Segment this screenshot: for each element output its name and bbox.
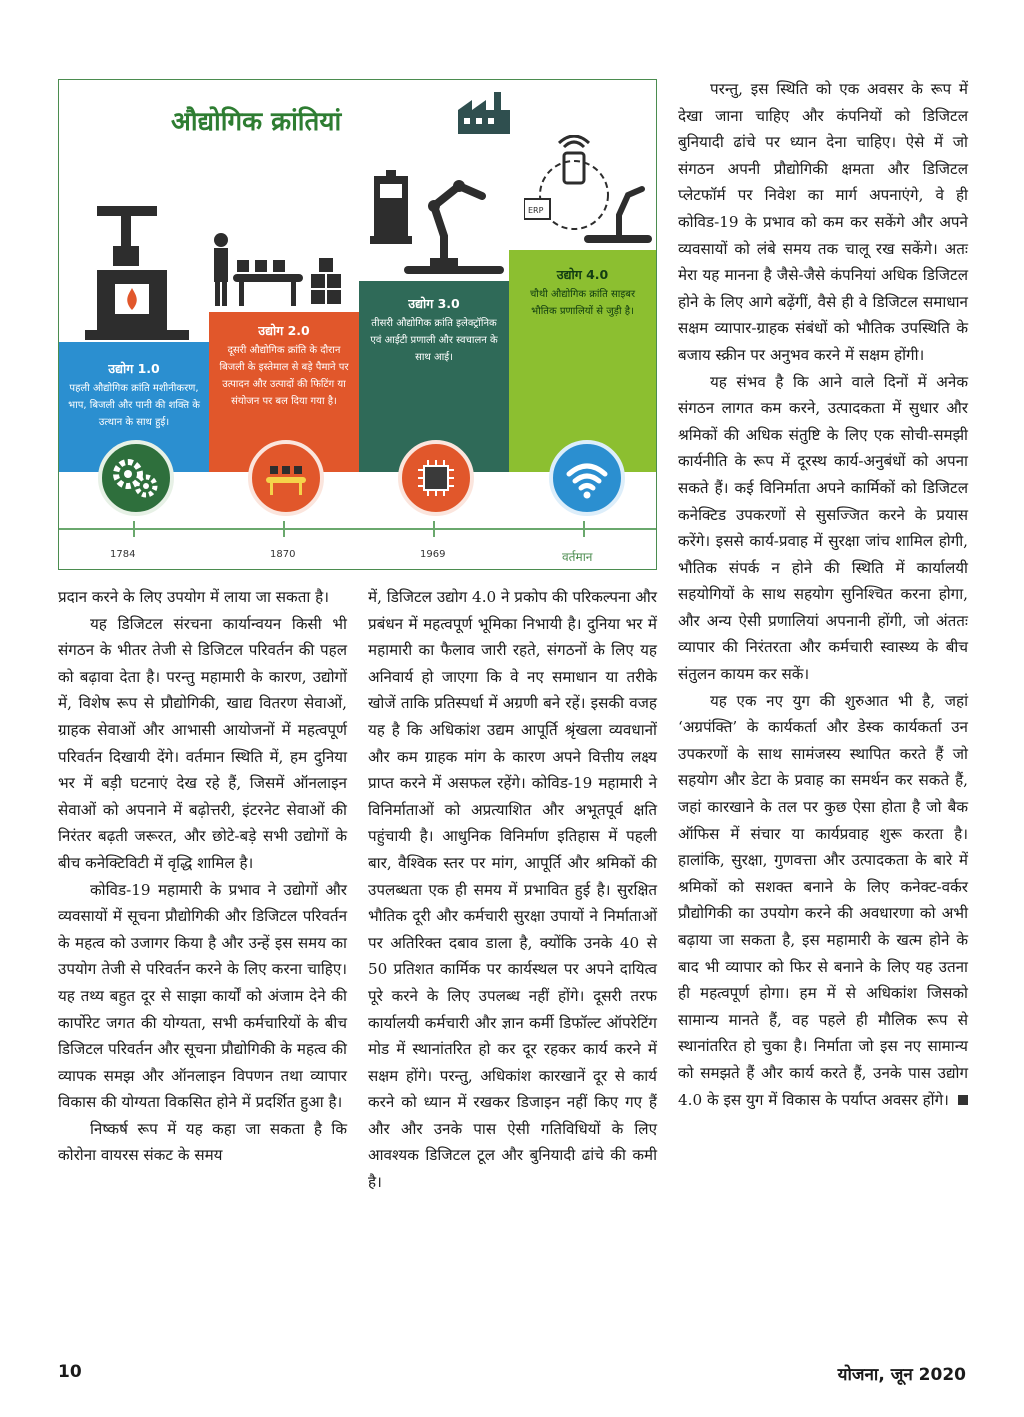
infographic-title: औद्योगिक क्रांतियां [171, 107, 342, 137]
industry-4-0-title: उद्योग 4.0 [556, 267, 609, 282]
paragraph: कोविड-19 महामारी के प्रभाव ने उद्योगों और व्यवसायों में सूचना प्रौद्योगिकी और डिजिटल परिवर्तन के महत्व को उजागर किया है और उन्हें इस समय का उपयोग तेजी से परिवर्तन करने के लिए करना चाहिए। यह तथ्य बहुत दूर से साझा कार्यों को अंजाम देने की कार्पोरेट जगत की योग्यता, सभी कर्मचारियों के बीच डिजिटल परिवर्तन और सूचना प्रौद्योगिकी के महत्व की व्यापक समझ और ऑनलाइन विपणन तथा व्यापार विकास की योग्यता विकसित होने में प्रदर्शित हुआ है। [58, 880, 347, 1112]
paragraph: यह संभव है कि आने वाले दिनों में अनेक संगठन लागत कम करने, उत्पादकता में सुधार और श्रमिकों की अधिक संतुष्टि के लिए एक सोची-समझी कार्यनीति के रूप में दूरस्थ कार्य-अनुबंधों को अपना सकते हैं। कई विनिर्माता अपने कार्मिकों को डिजिटल कनेक्टिड उपकरणों से सुसज्जित करने के प्रयास करेंगे। इससे कार्य-प्रवाह में सुरक्षा जांच शामिल होगी, भौतिक संपर्क न होने की स्थिति में कार्यालयी सहयोगियों के साथ सहयोग सुनिश्चित करना होगा, और अन्य ऐसी प्रणालियां अपनानी होंगी, जो अंततः व्यापार की निरंतरता और कर्मचारी स्वास्थ्य के बीच संतुलन कायम कर सकें। [678, 372, 968, 684]
timeline-tick [283, 521, 285, 537]
paragraph: परन्तु, इस स्थिति को एक अवसर के रूप में देखा जाना चाहिए और कंपनियों को डिजिटल बुनियादी ढांचे पर ध्यान देना चाहिए। ऐसे में जो संगठन अपनी प्रौद्योगिकी क्षमता और डिजिटल प्लेटफॉर्म पर निवेश का मार्ग अपनाएंगे, वे ही कोविड-19 के प्रभाव को कम कर सकेंगे और अपने व्यवसायों को लंबे समय तक चालू रख सकेंगे। अतः मेरा यह मानना है जैसे-जैसे कंपनियां अधिक डिजिटल होने के लिए आगे बढ़ेंगीं, वैसे ही वे डिजिटल समाधान सक्षम व्यापार-ग्राहक संबंधों को भौतिक उपस्थिति के बजाय स्क्रीन पर अनुभव करने में सक्षम होंगी। [678, 80, 968, 364]
timeline-axis [59, 528, 656, 530]
article-column-3 [678, 76, 968, 1113]
steam-engine-icon [77, 200, 197, 342]
erp-label: ERP [528, 206, 544, 215]
paragraph: निष्कर्ष रूप में यह कहा जा सकता है कि कोरोना वायरस संकट के समय [58, 1119, 347, 1165]
cyber-physical-systems-icon [524, 135, 654, 250]
timeline-year-present: वर्तमान [562, 550, 593, 564]
article-column-2 [368, 584, 657, 1196]
paragraph: यह एक नए युग की शुरुआत भी है, जहां ‘अग्रपंक्ति’ के कार्यकर्ता और डेस्क कार्यकर्ता उन उपकरणों के साथ सामंजस्य स्थापित करते हैं जो सहयोग और डेटा के प्रवाह का समर्थन कर सकते हैं, जहां कारखाने के तल पर कुछ ऐसा होता है जो बैक ऑफिस में संचार या कार्यप्रवाह शुरू करता है। हालांकि, सुरक्षा, गुणवत्ता और उत्पादकता के बारे में श्रमिकों को सशक्त बनाने के लिए कनेक्ट-वर्कर प्रौद्योगिकी का उपयोग करने की अवधारणा को अभी बढ़ाया जा सकता है, इस महामारी के खत्म होने के बाद भी व्यापार को फिर से बनाने के लिए यह उतना ही महत्वपूर्ण होगा। हम में से अधिकांश जिसको सामान्य मानते हैं, वह पहले ही मौलिक रूप से स्थानांतरित हो चुका है। निर्माता जो इस नए सामान्य को समझते हैं और कार्य करते हैं, उनके पास उद्योग 4.0 के इस युग में विकास के पर्याप्त अवसर होंगे। [678, 691, 968, 1109]
conveyor-worker-icon [209, 230, 359, 312]
factory-icon [454, 88, 514, 138]
magazine-issue: योजना, जून 2020 [837, 1365, 966, 1385]
industry-3-0-description: तीसरी औद्योगिक क्रांति इलेक्ट्रॉनिक एवं आईटी प्रणाली और स्वचालन के साथ आई। [370, 318, 498, 363]
industrial-revolutions-infographic [58, 79, 657, 570]
timeline-tick [433, 521, 435, 537]
industry-2-0-description: दूसरी औद्योगिक क्रांति के दौरान बिजली के इस्तेमाल से बड़े पैमाने पर उत्पादन और उत्पादों की फिटिंग या संयोजन पर बल दिया गया है। [219, 345, 349, 407]
timeline-tick [583, 521, 585, 537]
article-column-1 [58, 584, 347, 1169]
conveyor-belt-icon [248, 440, 324, 516]
industry-3-0-title: उद्योग 3.0 [408, 296, 460, 311]
timeline-year-1870: 1870 [270, 549, 296, 560]
industry-4-0-card [509, 250, 656, 472]
industry-1-0-title: उद्योग 1.0 [108, 361, 160, 376]
end-of-article-mark [958, 1095, 968, 1105]
wifi-icon [549, 440, 625, 516]
page-number: 10 [58, 1362, 82, 1382]
industry-4-0-description: चौथी औद्योगिक क्रांति साइबर भौतिक प्रणालियों से जुड़ी है। [529, 289, 636, 317]
robot-arm-icon [364, 166, 509, 281]
gears-icon [98, 440, 174, 516]
paragraph: में, डिजिटल उद्योग 4.0 ने प्रकोप की परिकल्पना और प्रबंधन में महत्वपूर्ण भूमिका निभायी है। दुनिया भर में महामारी का फैलाव जारी रहते, संगठनों के लिए यह अनिवार्य हो जाएगा कि वे नए समाधान या तरीके खोजें ताकि प्रतिस्पर्धा में अग्रणी बने रहें। इसकी वजह यह है कि अधिकांश उद्यम आपूर्ति श्रृंखला व्यवधानों और कम ग्राहक मांग के कारण अपने वित्तीय लक्ष्य प्राप्त करने में असफल रहेंगे। कोविड-19 महामारी ने विनिर्माताओं को अप्रत्याशित और अभूतपूर्व क्षति पहुंचायी है। आधुनिक विनिर्माण इतिहास में पहली बार, वैश्विक स्तर पर मांग, आपूर्ति और श्रमिकों की उपलब्धता एक ही समय में प्रभावित हुई है। सुरक्षित भौतिक दूरी और कर्मचारी सुरक्षा उपायों ने निर्माताओं पर अतिरिक्त दबाव डाला है, क्योंकि उनके 40 से 50 प्रतिशत कार्मिक पर कार्यस्थल पर अपने दायित्व पूरे करने के लिए उपलब्ध नहीं होंगे। दूसरी तरफ कार्यालयी कर्मचारी और ज्ञान कर्मी डिफॉल्ट ऑपरेटिंग मोड में स्थानांतरित हो कर दूर रहकर कार्य करने में सक्षम होंगे। परन्तु, अधिकांश कारखानें दूर से कार्य करने को ध्यान में रखकर डिजाइन नहीं किए गए हैं और और उनके पास ऐसी गतिविधियों के लिए आवश्यक डिजिटल टूल और बुनियादी ढांचे की कमी है। [368, 588, 657, 1192]
paragraph: प्रदान करने के लिए उपयोग में लाया जा सकता है। [58, 588, 329, 606]
microchip-icon [398, 440, 474, 516]
industry-2-0-title: उद्योग 2.0 [258, 323, 310, 338]
industry-1-0-description: पहली औद्योगिक क्रांति मशीनीकरण, भाप, बिजली और पानी की शक्ति के उत्थान के साथ हुई। [68, 383, 200, 428]
timeline-year-1784: 1784 [110, 549, 136, 560]
timeline-year-1969: 1969 [420, 549, 446, 560]
timeline-tick [133, 521, 135, 537]
paragraph: यह डिजिटल संरचना कार्यान्वयन किसी भी संगठन के भीतर तेजी से डिजिटल परिवर्तन की पहल को बढ़ावा देता है। परन्तु महामारी के कारण, उद्योगों में, विशेष रूप से प्रौद्योगिकी, खाद्य वितरण सेवाओं, ग्राहक सेवाओं और आभासी आयोजनों में महत्वपूर्ण परिवर्तन दिखायी देंगे। वर्तमान स्थिति में, हम दुनिया भर में बड़ी घटनाएं देख रहे हैं, जिसमें ऑनलाइन सेवाओं को अपनाने में बढ़ोत्तरी, इंटरनेट सेवाओं की निरंतर बढ़ती जरूरत, और छोटे-बड़े सभी उद्योगों के बीच कनेक्टिविटी में वृद्धि शामिल है। [58, 614, 347, 872]
